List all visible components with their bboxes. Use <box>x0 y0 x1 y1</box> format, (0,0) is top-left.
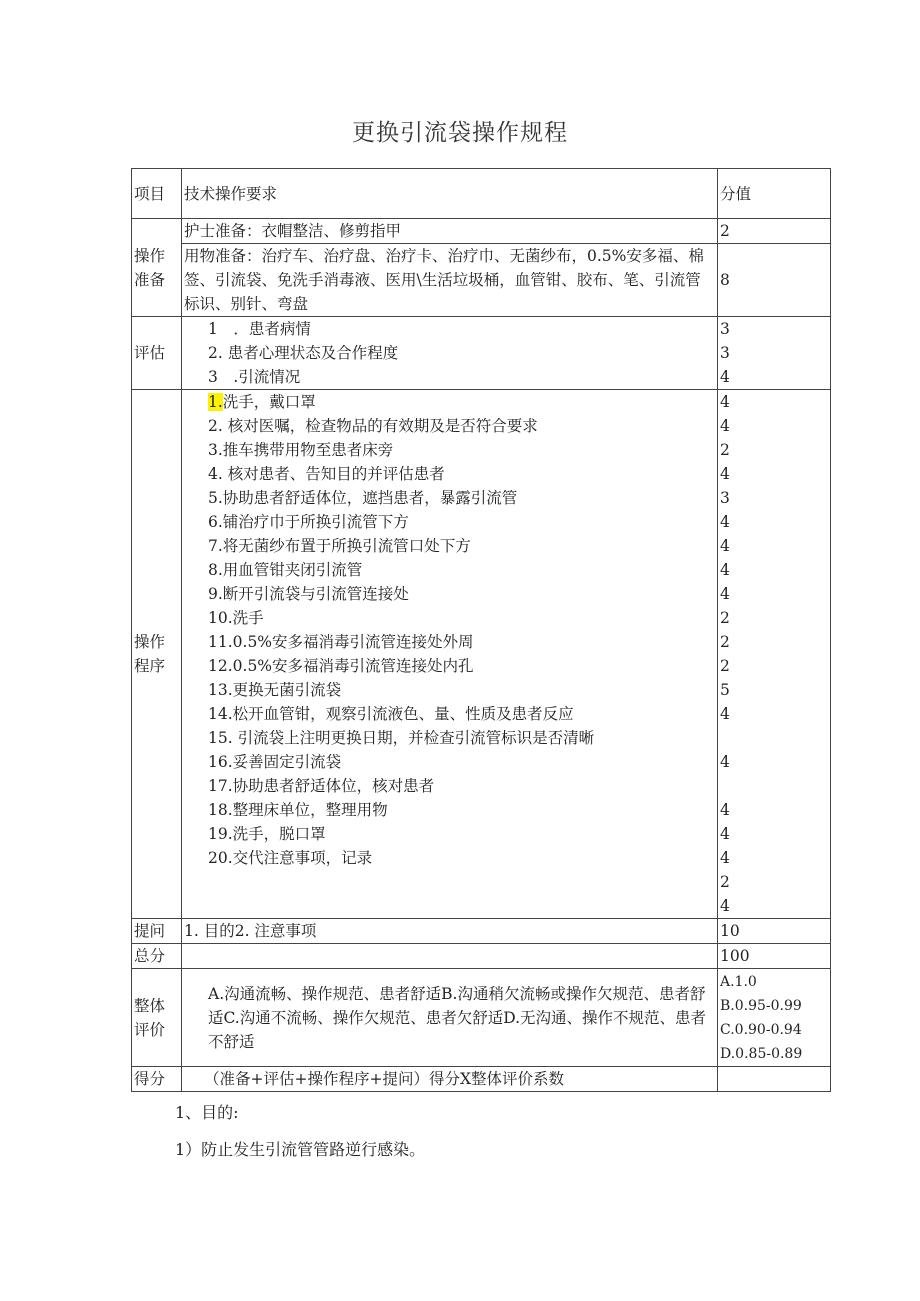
prep-nurse: 护士准备：衣帽整洁、修剪指甲 <box>182 219 718 244</box>
procedure-item: 16.妥善固定引流袋 <box>208 753 342 771</box>
table-header-row <box>132 169 831 219</box>
assess-score: 3 <box>720 344 730 362</box>
procedure-score: 4 <box>720 897 730 915</box>
assess-score: 3 <box>720 320 730 338</box>
questions-score: 10 <box>718 919 831 944</box>
overall-label: 整体评价 <box>132 969 182 1067</box>
procedure-item: 18.整理床单位，整理用物 <box>208 801 388 819</box>
table-row <box>132 317 831 390</box>
procedure-item: 11.0.5%安多福消毒引流管连接处外周 <box>208 633 474 651</box>
assess-item: 2. 患者心理状态及合作程度 <box>208 344 399 362</box>
procedure-score: 2 <box>720 657 730 675</box>
procedure-score <box>720 726 828 750</box>
table-row <box>132 244 831 317</box>
procedure-score <box>720 774 828 798</box>
procedure-item: 14.松开血管钳，观察引流液色、量、性质及患者反应 <box>208 705 574 723</box>
overall-grade: B.0.95-0.99 <box>720 997 802 1014</box>
procedure-score: 4 <box>720 465 730 483</box>
procedure-item: 6.铺治疗巾于所换引流管下方 <box>208 513 409 531</box>
procedure-score: 4 <box>720 537 730 555</box>
procedure-item: 19.洗手，脱口罩 <box>208 825 326 843</box>
questions-text: 1. 目的2. 注意事项 <box>182 919 718 944</box>
procedure-score: 2 <box>720 873 730 891</box>
table-row <box>132 944 831 969</box>
procedure-score: 4 <box>720 561 730 579</box>
procedure-item: 8.用血管钳夹闭引流管 <box>208 561 363 579</box>
procedure-first-text: 洗手，戴口罩 <box>222 393 316 411</box>
table-row <box>132 1067 831 1092</box>
procedure-score: 3 <box>720 489 730 507</box>
procedure-score: 4 <box>720 825 730 843</box>
procedure-score: 4 <box>720 801 730 819</box>
questions-label: 提问 <box>132 919 182 944</box>
procedure-score: 2 <box>720 633 730 651</box>
assess-label: 评估 <box>132 317 182 390</box>
procedure-item: 10.洗手 <box>208 609 264 627</box>
table-row <box>132 919 831 944</box>
total-empty <box>182 944 718 969</box>
procedure-score: 4 <box>720 417 730 435</box>
procedure-score: 4 <box>720 393 730 411</box>
prep-label: 操作准备 <box>132 219 182 317</box>
procedure-item: 17.协助患者舒适体位，核对患者 <box>208 777 435 795</box>
assess-item: 3 .引流情况 <box>208 368 301 386</box>
procedure-score: 4 <box>720 513 730 531</box>
procedure-item: 4. 核对患者、告知目的并评估患者 <box>208 465 445 483</box>
procedure-item: 13.更换无菌引流袋 <box>208 681 342 699</box>
result-empty <box>718 1067 831 1092</box>
procedure-score: 4 <box>720 849 730 867</box>
procedure-item: 20.交代注意事项，记录 <box>208 849 373 867</box>
overall-text: A.沟通流畅、操作规范、患者舒适B.沟通稍欠流畅或操作欠规范、患者舒适C.沟通不流畅、操作欠规范、患者欠舒适D.无沟通、操作不规范、患者不舒适 <box>182 969 718 1067</box>
total-score: 100 <box>718 944 831 969</box>
procedure-score: 2 <box>720 441 730 459</box>
procedure-score: 4 <box>720 585 730 603</box>
overall-grade: C.0.90-0.94 <box>720 1021 802 1038</box>
result-label: 得分 <box>132 1067 182 1092</box>
prep-supplies-score: 8 <box>718 244 831 317</box>
header-item: 项目 <box>132 169 182 219</box>
total-label: 总分 <box>132 944 182 969</box>
procedure-item: 2. 核对医嘱，检查物品的有效期及是否符合要求 <box>208 417 538 435</box>
prep-nurse-score: 2 <box>718 219 831 244</box>
header-requirement: 技术操作要求 <box>182 169 718 219</box>
table-row <box>132 969 831 1067</box>
procedure-item: 9.断开引流袋与引流管连接处 <box>208 585 409 603</box>
table-row <box>132 390 831 919</box>
procedure-score: 5 <box>720 681 730 699</box>
purpose-heading: 1、目的: <box>175 1103 239 1122</box>
procedure-score: 2 <box>720 609 730 627</box>
procedure-score: 4 <box>720 705 730 723</box>
procedure-item: 7.将无菌纱布置于所换引流管口处下方 <box>208 537 471 555</box>
table-row <box>132 219 831 244</box>
procedure-table <box>131 168 831 1092</box>
assess-item: 1 ．患者病情 <box>208 320 311 338</box>
procedure-item: 15. 引流袋上注明更换日期，并检查引流管标识是否清晰 <box>208 729 595 747</box>
overall-grade: A.1.0 <box>720 973 757 990</box>
procedure-item: 3.推车携带用物至患者床旁 <box>208 441 394 459</box>
prep-supplies: 用物准备：治疗车、治疗盘、治疗卡、治疗巾、无菌纱布，0.5%安多福、棉签、引流袋、免洗手消毒液、医用\生活垃圾桶，血管钳、胶布、笔、引流管标识、别针、弯盘 <box>182 244 718 317</box>
header-score: 分值 <box>718 169 831 219</box>
procedure-first-num: 1. <box>208 393 223 411</box>
assess-score: 4 <box>720 368 730 386</box>
procedure-label: 操作程序 <box>132 390 182 919</box>
procedure-item <box>208 390 715 414</box>
procedure-score: 4 <box>720 753 730 771</box>
result-text: （准备+评估+操作程序+提问）得分X整体评价系数 <box>182 1067 718 1092</box>
page-title: 更换引流袋操作规程 <box>352 120 568 146</box>
purpose-line: 1）防止发生引流管管路逆行感染。 <box>175 1140 426 1159</box>
procedure-item: 12.0.5%安多福消毒引流管连接处内孔 <box>208 657 474 675</box>
overall-grade: D.0.85-0.89 <box>720 1045 803 1062</box>
procedure-item: 5.协助患者舒适体位，遮挡患者，暴露引流管 <box>208 489 518 507</box>
